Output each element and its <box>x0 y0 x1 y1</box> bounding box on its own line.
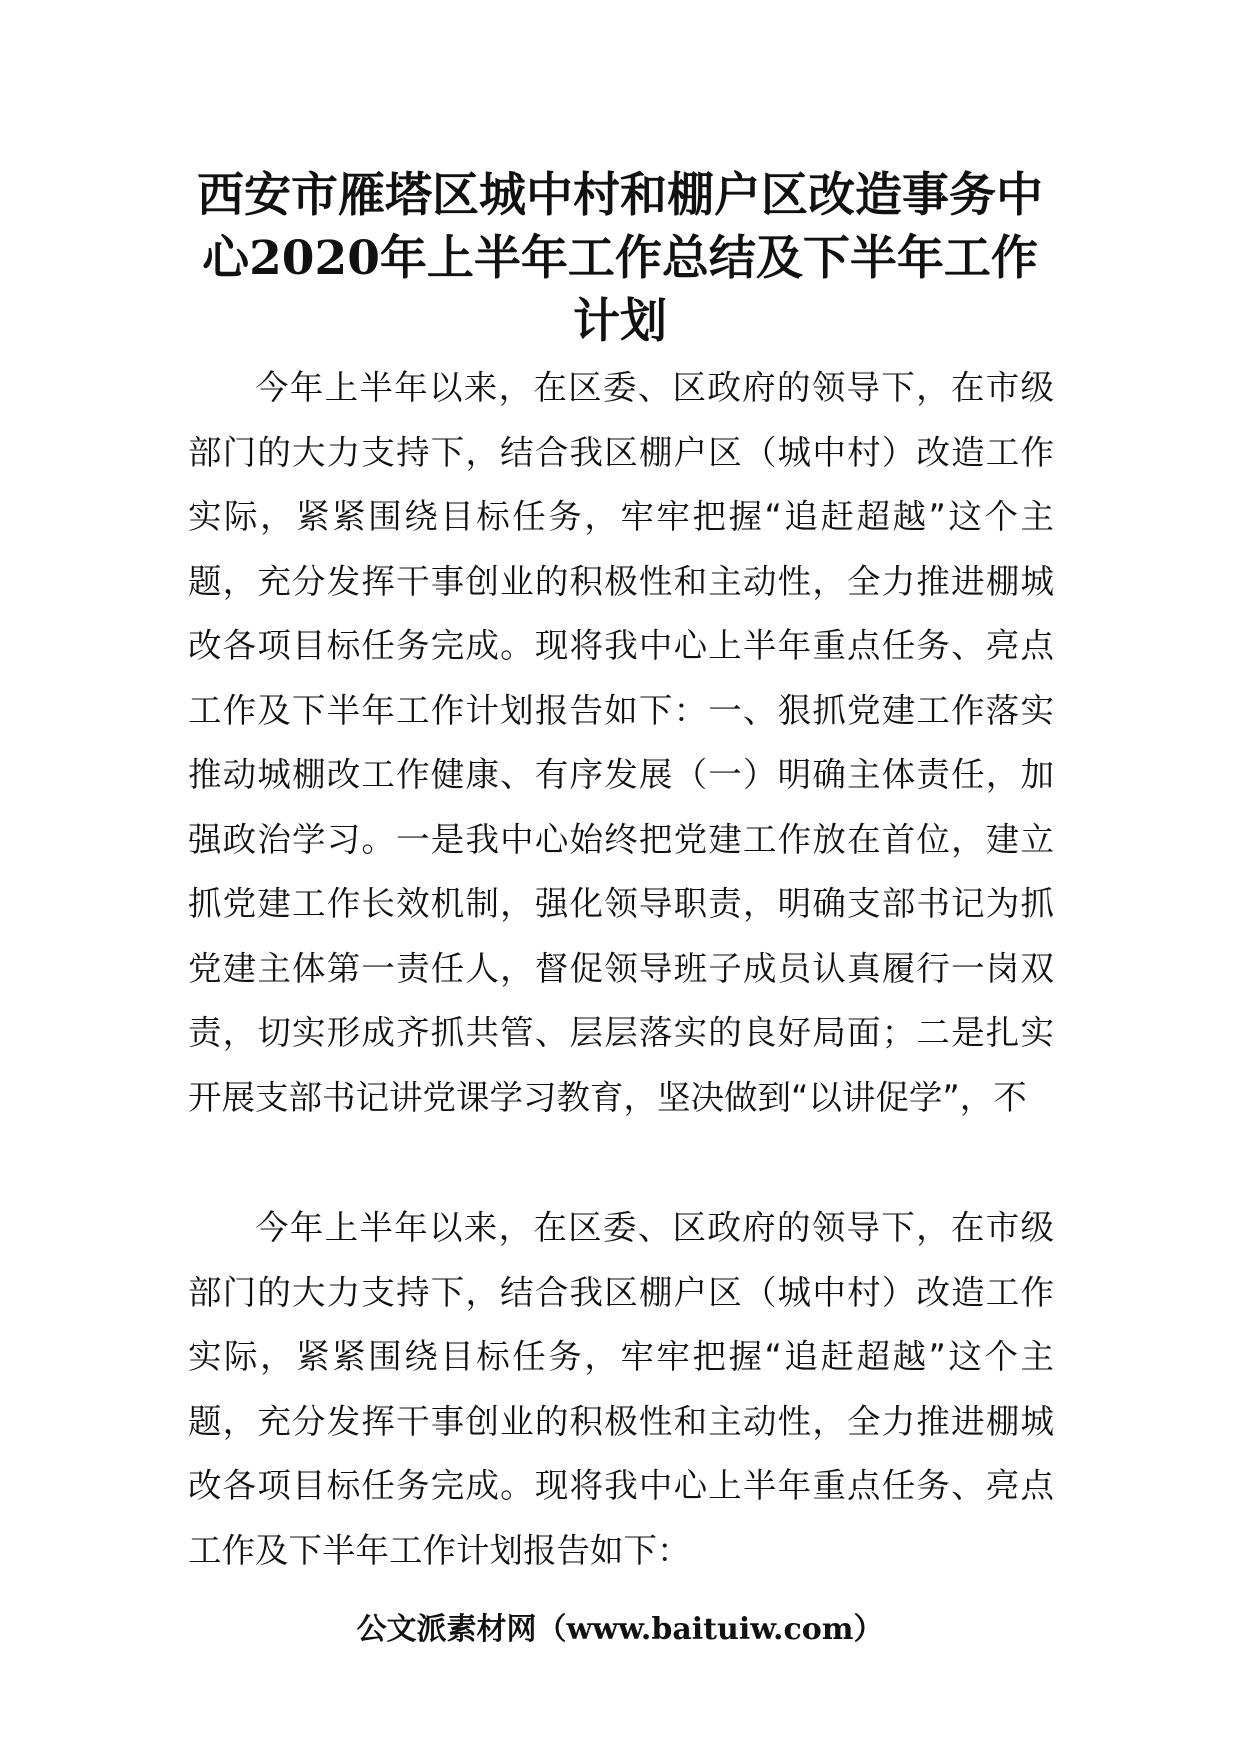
body-paragraph-2: 今年上半年以来，在区委、区政府的领导下，在市级部门的大力支持下，结合我区棚户区（城中村）改造工作实际，紧紧围绕目标任务，牢牢把握“追赶超越”这个主题，充分发挥干事创业的积极性和主动性，全力推进棚城改各项目标任务完成。现将我中心上半年重点任务、亮点工作及下半年工作计划报告如下： <box>188 1208 1054 1570</box>
body-paragraph-1: 今年上半年以来，在区委、区政府的领导下，在市级部门的大力支持下，结合我区棚户区（城中村）改造工作实际，紧紧围绕目标任务，牢牢把握“追赶超越”这个主题，充分发挥干事创业的积极性和主动性，全力推进棚城改各项目标任务完成。现将我中心上半年重点任务、亮点工作及下半年工作计划报告如下：一、狠抓党建工作落实推动城棚改工作健康、有序发展（一）明确主体责任，加强政治学习。一是我中心始终把党建工作放在首位，建立抓党建工作长效机制，强化领导职责，明确支部书记为抓党建主体第一责任人，督促领导班子成员认真履行一岗双责，切实形成齐抓共管、层层落实的良好局面；二是扎实开展支部书记讲党课学习教育，坚决做到“以讲促学”，不 <box>188 368 1054 1117</box>
footer-watermark-text: 公文派素材网（www.baituiw.com） <box>356 1612 884 1647</box>
document-title: 西安市雁塔区城中村和棚户区改造事务中心2020年上半年工作总结及下半年工作计划 <box>197 168 1043 349</box>
